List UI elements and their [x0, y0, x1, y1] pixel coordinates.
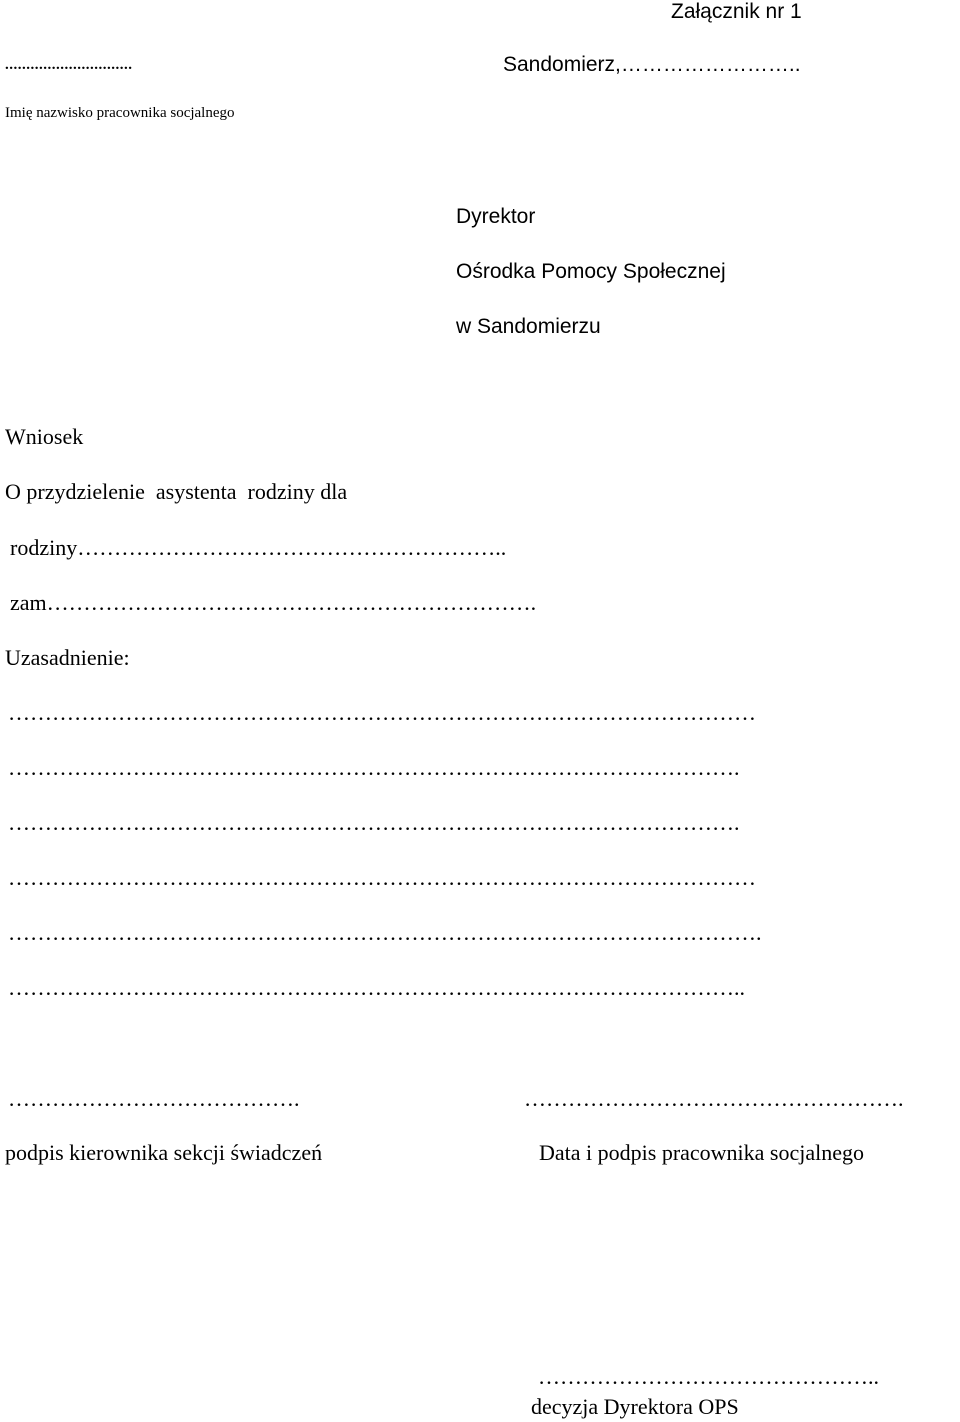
- worker-name-dots: ..............................: [5, 57, 133, 73]
- justification-label: Uzasadnienie:: [5, 645, 130, 670]
- place-date-field: Sandomierz,……………………..: [503, 53, 801, 76]
- addressee-line-2: Ośrodka Pomocy Społecznej: [456, 260, 726, 283]
- justification-line-6: ………………………………………………………………………………………..: [8, 977, 745, 999]
- justification-line-2: ……………………………………………………………………………………….: [8, 757, 740, 779]
- request-subject: O przydzielenie asystenta rodziny dla: [5, 479, 348, 504]
- decision-dots: ………………………………………..: [538, 1366, 879, 1388]
- addressee-line-3: w Sandomierzu: [456, 315, 601, 338]
- addressee-line-1: Dyrektor: [456, 205, 536, 228]
- family-field: rodziny…………………………………………………..: [10, 535, 507, 560]
- worker-caption: Imię nazwisko pracownika socjalnego: [5, 105, 235, 121]
- signature-left-dots: ………………………………….: [8, 1088, 300, 1110]
- justification-line-5: ………………………………………………………………………………………….: [8, 922, 762, 944]
- justification-line-3: ……………………………………………………………………………………….: [8, 812, 740, 834]
- signature-right-caption: Data i podpis pracownika socjalnego: [539, 1140, 865, 1165]
- signature-left-caption: podpis kierownika sekcji świadczeń: [5, 1140, 323, 1165]
- justification-line-4: …………………………………………………………………………………………: [8, 867, 756, 889]
- address-field: zam………………………………………………………….: [10, 590, 537, 615]
- request-title: Wniosek: [5, 424, 84, 449]
- signature-right-dots: …………………………………………….: [524, 1088, 904, 1110]
- attachment-label: Załącznik nr 1: [671, 0, 802, 23]
- decision-caption: decyzja Dyrektora OPS: [531, 1394, 739, 1419]
- justification-line-1: …………………………………………………………………………………………: [8, 702, 756, 724]
